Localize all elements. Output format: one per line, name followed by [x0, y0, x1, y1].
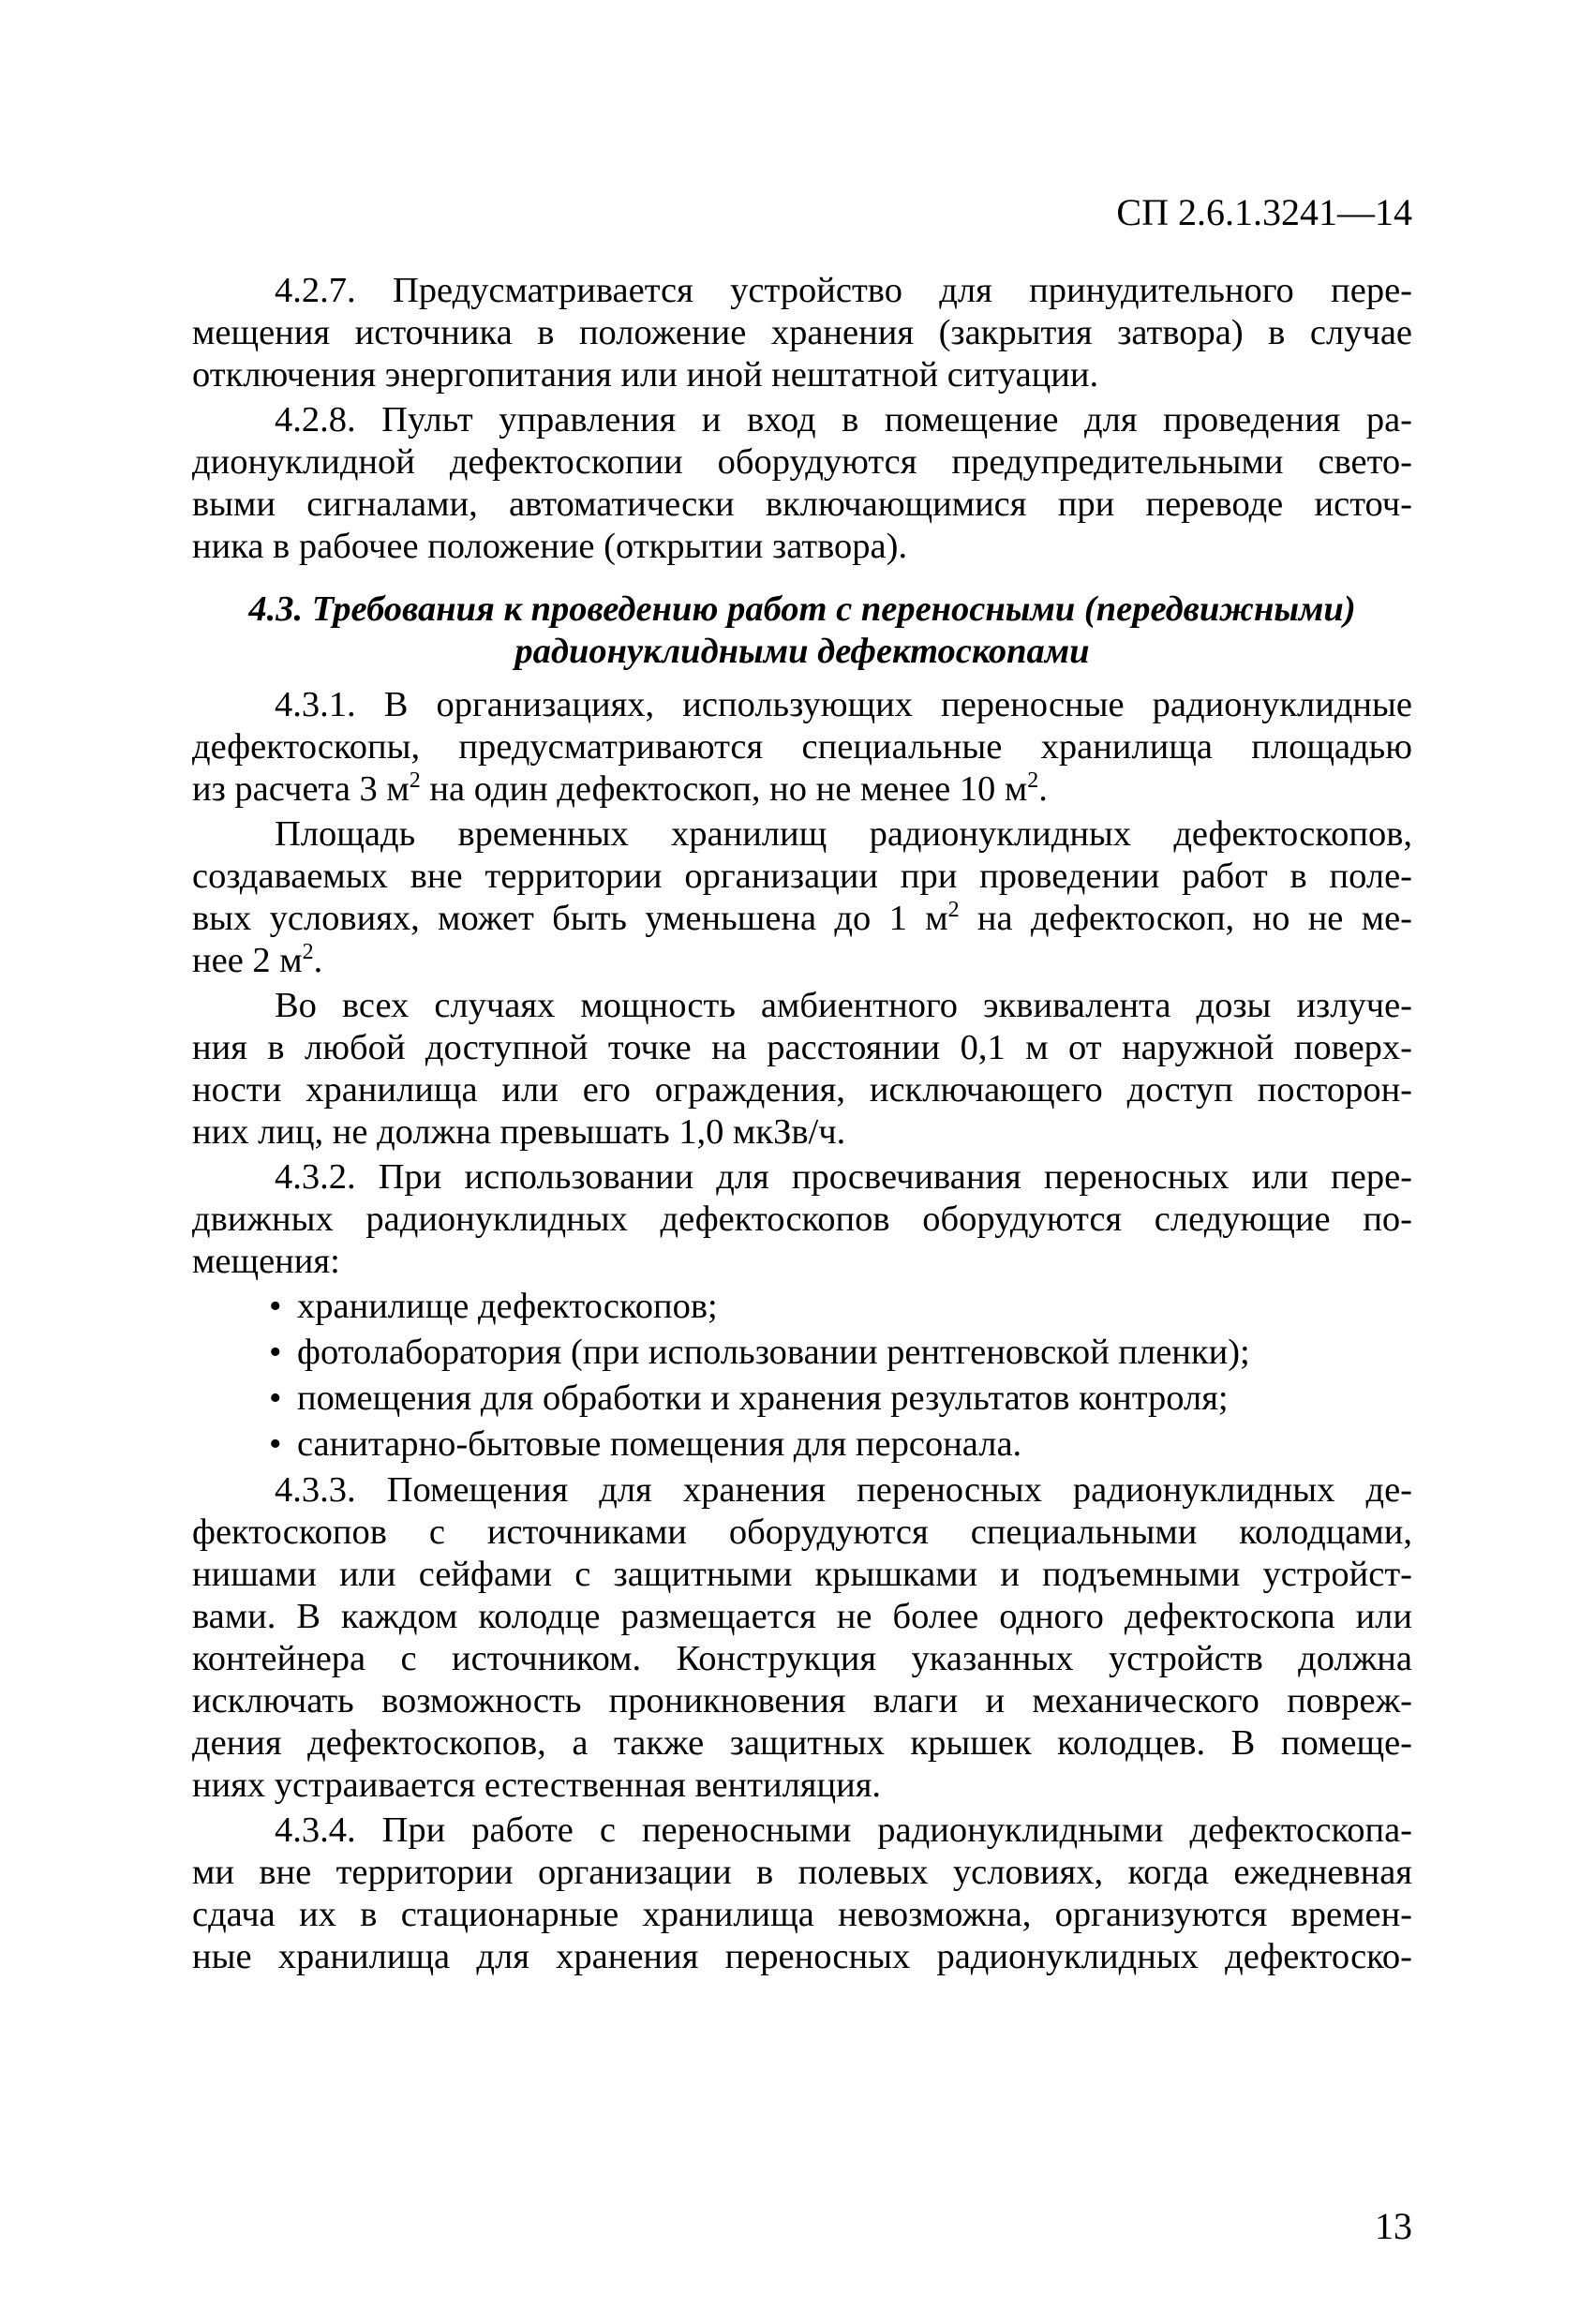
text-line: ми вне территории организации в полевых условиях, когда ежедневная — [192, 1853, 1412, 1892]
text-segment: нее 2 м — [192, 941, 303, 980]
premises-bullet-list — [192, 1286, 1412, 1466]
text-line: Площадь временных хранилищ радионуклидных дефектоскопов, — [275, 814, 1412, 854]
text-line: 4.2.8. Пульт управления и вход в помещение для проведения ра- — [275, 400, 1412, 439]
document-body — [192, 270, 1412, 1981]
text-segment: вых условиях, может быть уменьшена до 1 м — [192, 899, 948, 938]
text-line: ные хранилища для хранения переносных радионуклидных дефектоско- — [192, 1937, 1412, 1976]
text-line: них лиц, не должна превышать 1,0 мкЗв/ч. — [192, 1112, 846, 1152]
text-line: фектоскопов с источниками оборудуются специальными колодцами, — [192, 1512, 1412, 1552]
bullet-icon: • — [269, 1424, 282, 1464]
text-line: ниях устраивается естественная вентиляция. — [192, 1765, 882, 1805]
list-item — [192, 1332, 1412, 1374]
text-line: 4.3.4. При работе с переносными радионуклидными дефектоскопа- — [275, 1810, 1412, 1850]
text-line: дения дефектоскопов, а также защитных крышек колодцев. В помеще- — [192, 1723, 1412, 1763]
paragraph-4-2-8 — [192, 399, 1412, 568]
superscript: 2 — [302, 940, 314, 964]
text-line — [192, 940, 1412, 982]
text-line: 4.2.7. Предусматривается устройство для принудительного пере- — [275, 271, 1412, 310]
list-item — [192, 1378, 1412, 1420]
list-item-text: помещения для обработки и хранения результатов контроля; — [297, 1378, 1229, 1418]
text-line: 4.3.2. При использовании для просвечивания переносных или пере- — [275, 1157, 1412, 1197]
text-line: вами. В каждом колодце размещается не более одного дефектоскопа или — [192, 1597, 1412, 1636]
list-item — [192, 1286, 1412, 1328]
section-heading-4-3 — [192, 588, 1412, 673]
text-line: дионуклидной дефектоскопии оборудуются предупредительными свето- — [192, 442, 1412, 482]
text-line: 4.3.3. Помещения для хранения переносных радионуклидных де- — [275, 1470, 1412, 1510]
text-line: нишами или сейфами с защитными крышками и подъемными устройст- — [192, 1555, 1412, 1594]
text-line: мещения: — [192, 1242, 340, 1281]
text-segment: . — [313, 941, 323, 980]
text-line — [192, 898, 1412, 940]
document-code-header: СП 2.6.1.3241—14 — [1116, 191, 1412, 233]
text-line: выми сигналами, автоматически включающимися при переводе источ- — [192, 484, 1412, 524]
text-line: мещения источника в положение хранения (закрытия затвора) в случае — [192, 313, 1412, 352]
paragraph-4-3-1-area — [192, 813, 1412, 982]
bullet-icon: • — [269, 1378, 282, 1418]
list-item-text: фотолаборатория (при использовании рентгеновской пленки); — [297, 1333, 1250, 1372]
paragraph-4-3-1-dose — [192, 985, 1412, 1154]
text-line — [192, 768, 1412, 811]
list-item — [192, 1423, 1412, 1466]
text-line: ника в рабочее положение (открытии затвора). — [192, 527, 908, 566]
heading-line: радионуклидными дефектоскопами — [514, 632, 1090, 671]
text-segment: на один дефектоскоп, но не менее 10 м — [420, 769, 1028, 809]
bullet-icon: • — [269, 1333, 282, 1372]
text-line: Во всех случаях мощность амбиентного эквивалента дозы излуче- — [275, 986, 1412, 1025]
text-line: дефектоскопы, предусматриваются специальные хранилища площадью — [192, 727, 1412, 767]
text-line: отключения энергопитания или иной нештатной ситуации. — [192, 355, 1099, 395]
list-item-text: санитарно-бытовые помещения для персонала. — [297, 1424, 1022, 1464]
paragraph-4-3-3 — [192, 1469, 1412, 1807]
superscript: 2 — [947, 898, 960, 922]
text-line: исключать возможность проникновения влаги и механического повреж- — [192, 1681, 1412, 1721]
paragraph-4-2-7 — [192, 270, 1412, 396]
text-line: контейнера с источником. Конструкция указанных устройств должна — [192, 1639, 1412, 1678]
heading-line: 4.3. Требования к проведению работ с переносными (передвижными) — [248, 589, 1356, 629]
text-segment: . — [1038, 769, 1048, 809]
text-line: 4.3.1. В организациях, использующих переносные радионуклидные — [275, 685, 1412, 724]
superscript: 2 — [409, 768, 421, 793]
text-line: движных радионуклидных дефектоскопов оборудуются следующие по- — [192, 1199, 1412, 1239]
text-line: ности хранилища или его ограждения, исключающего доступ посторон- — [192, 1070, 1412, 1110]
paragraph-4-3-4 — [192, 1810, 1412, 1978]
text-segment: из расчета 3 м — [192, 769, 410, 809]
text-line: сдача их в стационарные хранилища невозможна, организуются времен- — [192, 1895, 1412, 1934]
text-segment: на дефектоскоп, но не ме- — [959, 899, 1413, 938]
text-line: ния в любой доступной точке на расстоянии 0,1 м от наружной поверх- — [192, 1028, 1412, 1067]
paragraph-4-3-2 — [192, 1156, 1412, 1283]
bullet-icon: • — [269, 1287, 282, 1326]
paragraph-4-3-1 — [192, 684, 1412, 811]
text-line: создаваемых вне территории организации при проведении работ в поле- — [192, 857, 1412, 896]
list-item-text: хранилище дефектоскопов; — [297, 1287, 718, 1326]
superscript: 2 — [1027, 768, 1039, 793]
page-number: 13 — [1375, 2205, 1412, 2247]
